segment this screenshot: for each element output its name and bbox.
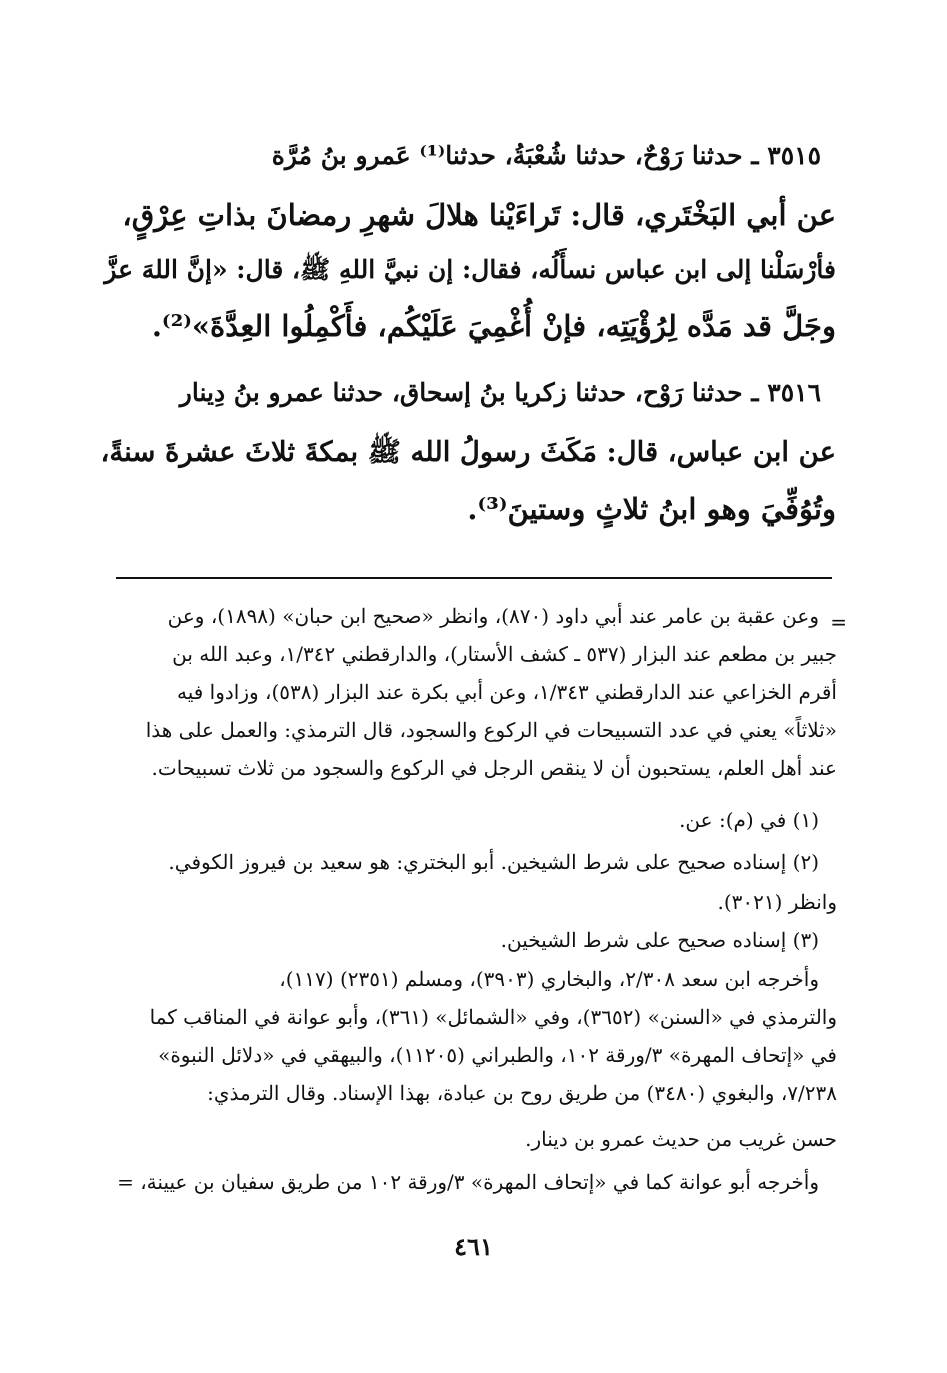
hadith-3515-text-line: فأرْسَلْنا إلى ابن عباس نسأَلُه، فقال: إن نبيَّ اللهِ ﷺ، قال: «إنَّ اللهَ عزَّ [104,255,836,284]
footnote-3-line: وأخرجه أبو عوانة كما في «إتحاف المهرة» ٣/ورقة ١٠٢ من طريق سفيان بن عيينة، = [117,1170,819,1194]
hadith-3516-text-line: عن ابن عباس، قال: مَكَثَ رسولُ الله ﷺ بمكةَ ثلاثَ عشرةَ سنةً، [100,436,836,468]
footnote-2-line: وانظر (٣٠٢١). [717,890,837,914]
footnote-3-line: وأخرجه ابن سعد ٢/٣٠٨، والبخاري (٣٩٠٣)، ومسلم (٢٣٥١) (١١٧)، [279,967,819,991]
footnote-3-line: (٣) إسناده صحيح على شرط الشيخين. [500,928,819,952]
footnote-1: (١) في (م): عن. [679,808,819,832]
footnote-continuation-line: عند أهل العلم، يستحبون أن لا ينقص الرجل في الركوع والسجود من ثلاث تسبيحات. [151,756,837,780]
hadith-3516-heading: ٣٥١٦ ـ حدثنا رَوْح، حدثنا زكريا بنُ إسحاق، حدثنا عمرو بنُ دِينار [179,378,821,407]
continuation-mark: = [830,610,847,634]
hadith-3515-text-line: عن أبي البَخْتَري، قال: تَراءَيْنا هلالَ شهرِ رمضانَ بذاتِ عِرْقٍ، [122,198,836,232]
footnote-3-line: في «إتحاف المهرة» ٣/ورقة ١٠٢، والطبراني (١١٢٠٥)، والبيهقي في «دلائل النبوة» [158,1043,837,1067]
hadith-3515-heading: ٣٥١٥ ـ حدثنا رَوْحٌ، حدثنا شُعْبَةُ، حدثنا⁽¹⁾ عَمرو بنُ مُرَّة [271,141,821,170]
footnote-2-line: (٢) إسناده صحيح على شرط الشيخين. أبو البختري: هو سعيد بن فيروز الكوفي. [168,850,819,874]
page-number: ٤٦١ [454,1232,493,1261]
footnote-continuation-line: وعن عقبة بن عامر عند أبي داود (٨٧٠)، وانظر «صحيح ابن حبان» (١٨٩٨)، وعن [167,604,819,628]
footnote-continuation-line: جبير بن مطعم عند البزار (٥٣٧ ـ كشف الأستار)، والدارقطني ١/٣٤٢، وعبد الله بن [172,642,837,666]
footnote-divider [116,577,832,579]
hadith-3516-text-line: وتُوُفِّيَ وهو ابنُ ثلاثٍ وستينَ⁽³⁾. [467,492,836,526]
footnote-continuation-line: «ثلاثاً» يعني في عدد التسبيحات في الركوع والسجود، قال الترمذي: والعمل على هذا [145,718,837,742]
footnote-3-line: ٧/٢٣٨، والبغوي (٣٤٨٠) من طريق روح بن عبادة، بهذا الإسناد. وقال الترمذي: [207,1081,837,1105]
hadith-3515-text-line: وجَلَّ قد مَدَّه لِرُؤْيَتِه، فإنْ أُغْمِيَ عَلَيْكُم، فأَكْمِلُوا العِدَّةَ»⁽²⁾. [151,309,836,343]
footnote-continuation-line: أقرم الخزاعي عند الدارقطني ١/٣٤٣، وعن أبي بكرة عند البزار (٥٣٨)، وزادوا فيه [176,680,837,704]
footnote-3-line: حسن غريب من حديث عمرو بن دينار. [525,1127,837,1151]
footnote-3-line: والترمذي في «السنن» (٣٦٥٢)، وفي «الشمائل» (٣٦١)، وأبو عوانة في المناقب كما [149,1005,837,1029]
